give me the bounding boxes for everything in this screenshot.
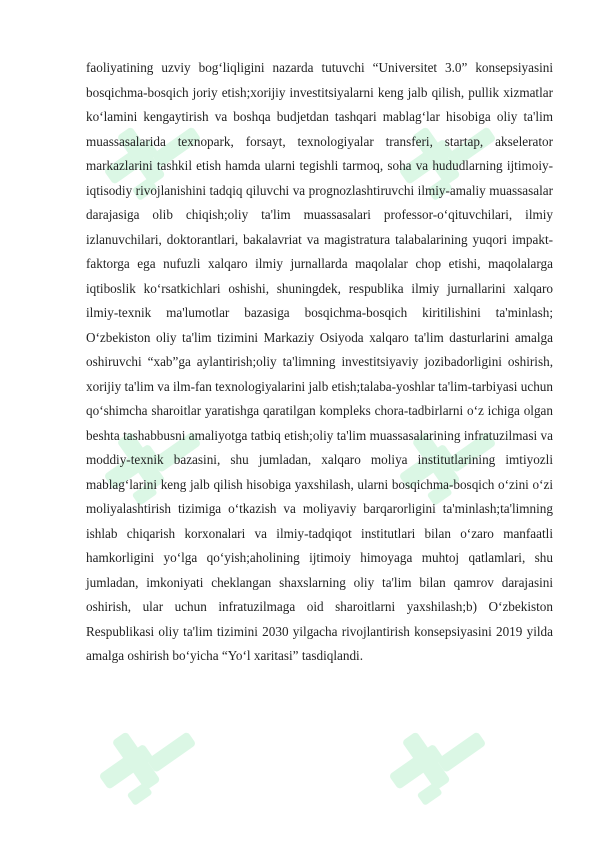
watermark-logo-icon [90,700,220,820]
watermark-logo-icon [380,700,510,820]
document-paragraph: faoliyatining uzviy bog‘liqligini nazarda tutuvchi “Universitet 3.0” konsepsiyasini bosqichma-bosqich joriy etish;xorijiy investitsiyalarni keng jalb qilish, pullik xizmatlar ko‘lamini kengaytirish va boshqa budjetdan tashqari mablag‘lar hisobiga oliy ta'lim muassasalarida texnopark, forsayt, texnologiyalar transferi, startap, akselerator markazlarini tashkil etish hamda ularni tegishli tarmoq, soha va hududlarning ijtimoiy-iqtisodiy rivojlanishini tadqiq qiluvchi va prognozlashtiruvchi ilmiy-amaliy muassasalar darajasiga olib chiqish;oliy ta'lim muassasalari professor-o‘qituvchilari, ilmiy izlanuvchilari, doktorantlari, bakalavriat va magistratura talabalarining yuqori impakt-faktorga ega nufuzli xalqaro ilmiy jurnallarda maqolalar chop etishi, maqolalarga iqtiboslik ko‘rsatkichlari oshishi, shuningdek, respublika ilmiy jurnallarini xalqaro ilmiy-texnik ma'lumotlar bazasiga bosqichma-bosqich kiritilishini ta'minlash; O‘zbekiston oliy ta'lim tizimini Markaziy Osiyoda xalqaro ta'lim dasturlarini amalga oshiruvchi “xab”ga aylantirish;oliy ta'limning investitsiyaviy jozibadorligini oshirish, xorijiy ta'lim va ilm-fan texnologiyalarini jalb etish;talaba-yoshlar ta'lim-tarbiyasi uchun qo‘shimcha sharoitlar yaratishga qaratilgan kompleks chora-tadbirlarni o‘z ichiga olgan beshta tashabbusni amaliyotga tatbiq etish;oliy ta'lim muassasalarining infratuzilmasi va moddiy-texnik bazasini, shu jumladan, xalqaro moliya institutlarining imtiyozli mablag‘larini keng jalb qilish hisobiga yaxshilash, ularni bosqichma-bosqich o‘zini o‘zi moliyalashtirish tizimiga o‘tkazish va moliyaviy barqarorligini ta'minlash;ta'limning ishlab chiqarish korxonalari va ilmiy-tadqiqot institutlari bilan o‘zaro manfaatli hamkorligini yo‘lga qo‘yish;aholining ijtimoiy himoyaga muhtoj qatlamlari, shu jumladan, imkoniyati cheklangan shaxslarning oliy ta'lim bilan qamrov darajasini oshirish, ular uchun infratuzilmaga oid sharoitlarni yaxshilash;b) O‘zbekiston Respublikasi oliy ta'lim tizimini 2030 yilgacha rivojlantirish konsepsiyasini 2019 yilda amalga oshirish bo‘yicha “Yo‘l xaritasi” tasdiqlandi. [86,60,553,663]
